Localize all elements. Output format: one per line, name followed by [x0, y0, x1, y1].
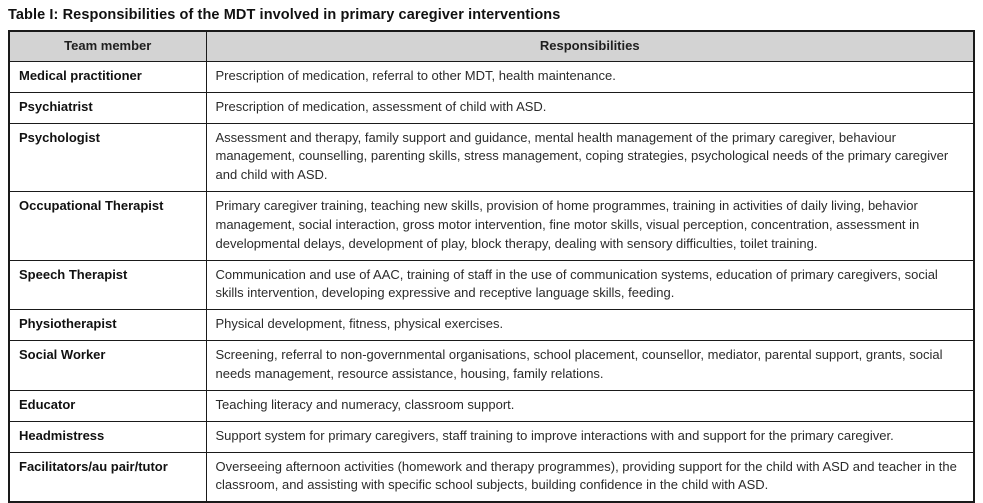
column-header-team-member: Team member: [9, 31, 206, 61]
responsibilities-cell: Physical development, fitness, physical exercises.: [206, 310, 974, 341]
team-member-cell: Occupational Therapist: [9, 192, 206, 261]
team-member-cell: Facilitators/au pair/tutor: [9, 452, 206, 502]
responsibilities-cell: Overseeing afternoon activities (homework and therapy programmes), providing support for the child with ASD and teacher in the classroom, and assisting with specific school subjects, building confidence in the child with ASD.: [206, 452, 974, 502]
table-row: [9, 92, 974, 123]
team-member-cell: Speech Therapist: [9, 260, 206, 310]
table-row: [9, 260, 974, 310]
team-member-cell: Psychiatrist: [9, 92, 206, 123]
table-row: [9, 452, 974, 502]
table-title: Table I: Responsibilities of the MDT involved in primary caregiver interventions: [8, 7, 561, 23]
header-row: [9, 31, 974, 61]
table-row: [9, 123, 974, 192]
team-member-cell: Headmistress: [9, 421, 206, 452]
responsibilities-cell: Primary caregiver training, teaching new skills, provision of home programmes, training in activities of daily living, behavior management, social interaction, gross motor intervention, fine motor skills, visual perception, concentration, assessment in developmental delays, development of play, block therapy, dealing with sensory difficulties, toilet training.: [206, 192, 974, 261]
table-row: [9, 390, 974, 421]
responsibilities-cell: Communication and use of AAC, training of staff in the use of communication systems, education of primary caregivers, social skills intervention, developing expressive and receptive language skills, feeding.: [206, 260, 974, 310]
responsibilities-cell: Teaching literacy and numeracy, classroom support.: [206, 390, 974, 421]
column-header-responsibilities: Responsibilities: [206, 31, 974, 61]
table-row: [9, 421, 974, 452]
table-row: [9, 341, 974, 391]
team-member-cell: Psychologist: [9, 123, 206, 192]
table-row: [9, 61, 974, 92]
team-member-cell: Physiotherapist: [9, 310, 206, 341]
responsibilities-cell: Prescription of medication, referral to other MDT, health maintenance.: [206, 61, 974, 92]
table-row: [9, 310, 974, 341]
responsibilities-cell: Screening, referral to non-governmental organisations, school placement, counsellor, mediator, parental support, grants, social needs management, resource assistance, housing, family relations.: [206, 341, 974, 391]
table-row: [9, 192, 974, 261]
responsibilities-cell: Support system for primary caregivers, staff training to improve interactions with and support for the primary caregiver.: [206, 421, 974, 452]
responsibilities-cell: Prescription of medication, assessment of child with ASD.: [206, 92, 974, 123]
team-member-cell: Medical practitioner: [9, 61, 206, 92]
team-member-cell: Educator: [9, 390, 206, 421]
responsibilities-cell: Assessment and therapy, family support and guidance, mental health management of the primary caregiver, behaviour management, counselling, parenting skills, stress management, coping strategies, psychological needs of the primary caregiver and child with ASD.: [206, 123, 974, 192]
mdt-responsibilities-table: [8, 30, 975, 503]
team-member-cell: Social Worker: [9, 341, 206, 391]
